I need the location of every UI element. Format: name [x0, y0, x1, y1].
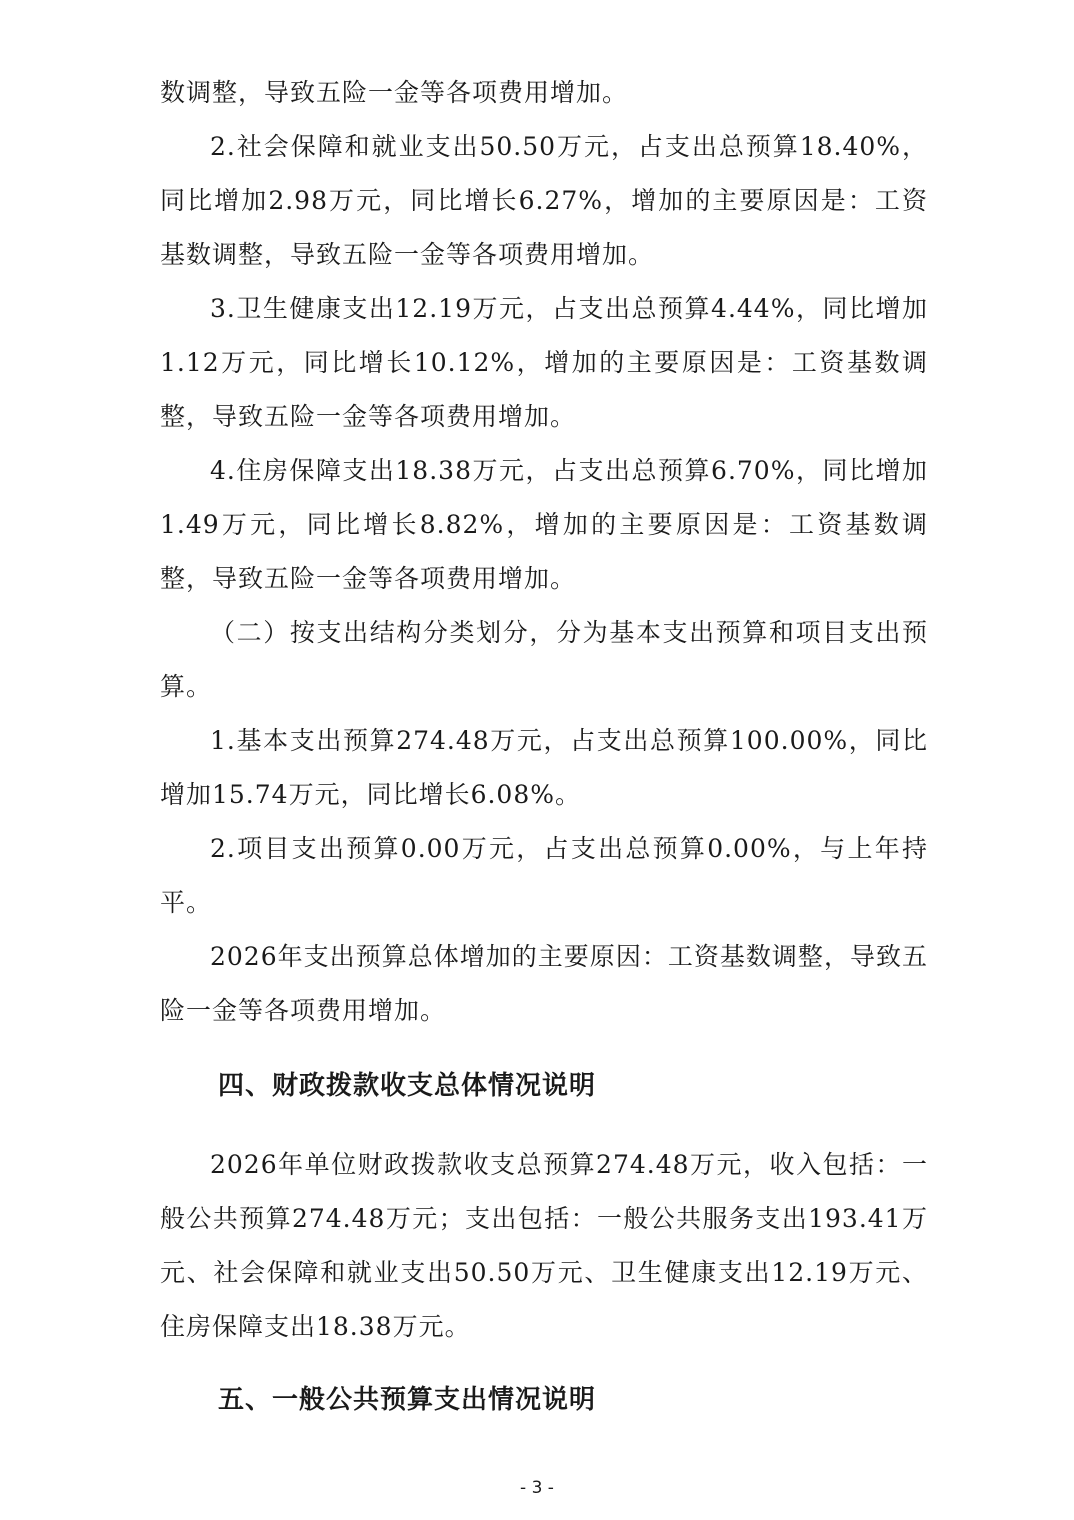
paragraph-overall-reason: 2026年支出预算总体增加的主要原因：工资基数调整，导致五险一金等各项费用增加。 — [160, 942, 928, 1025]
paragraph-project-expenditure: 2.项目支出预算0.00万元，占支出总预算0.00%，与上年持平。 — [160, 834, 928, 917]
paragraph-housing: 4.住房保障支出18.38万元，占支出总预算6.70%，同比增加1.49万元，同比增长8.82%，增加的主要原因是：工资基数调整，导致五险一金等各项费用增加。 — [160, 456, 928, 593]
section-five-heading: 五、一般公共预算支出情况说明 — [218, 1385, 597, 1415]
page-number: - 3 - — [520, 1478, 554, 1498]
paragraph-social-security: 2.社会保障和就业支出50.50万元，占支出总预算18.40%，同比增加2.98万元，同比增长6.27%，增加的主要原因是：工资基数调整，导致五险一金等各项费用增加。 — [160, 132, 928, 269]
paragraph-structure-classification: （二）按支出结构分类划分，分为基本支出预算和项目支出预算。 — [160, 618, 928, 701]
section-four-body: 2026年单位财政拨款收支总预算274.48万元，收入包括：一般公共预算274.48万元；支出包括：一般公共服务支出193.41万元、社会保障和就业支出50.50万元、卫生健康支出12.19万元、住房保障支出18.38万元。 — [160, 1150, 928, 1341]
paragraph-basic-expenditure: 1.基本支出预算274.48万元，占支出总预算100.00%，同比增加15.74万元，同比增长6.08%。 — [160, 726, 928, 809]
section-four-heading: 四、财政拨款收支总体情况说明 — [218, 1071, 597, 1101]
paragraph-health: 3.卫生健康支出12.19万元，占支出总预算4.44%，同比增加1.12万元，同比增长10.12%，增加的主要原因是：工资基数调整，导致五险一金等各项费用增加。 — [160, 294, 928, 431]
paragraph-continuation: 数调整，导致五险一金等各项费用增加。 — [160, 78, 629, 107]
